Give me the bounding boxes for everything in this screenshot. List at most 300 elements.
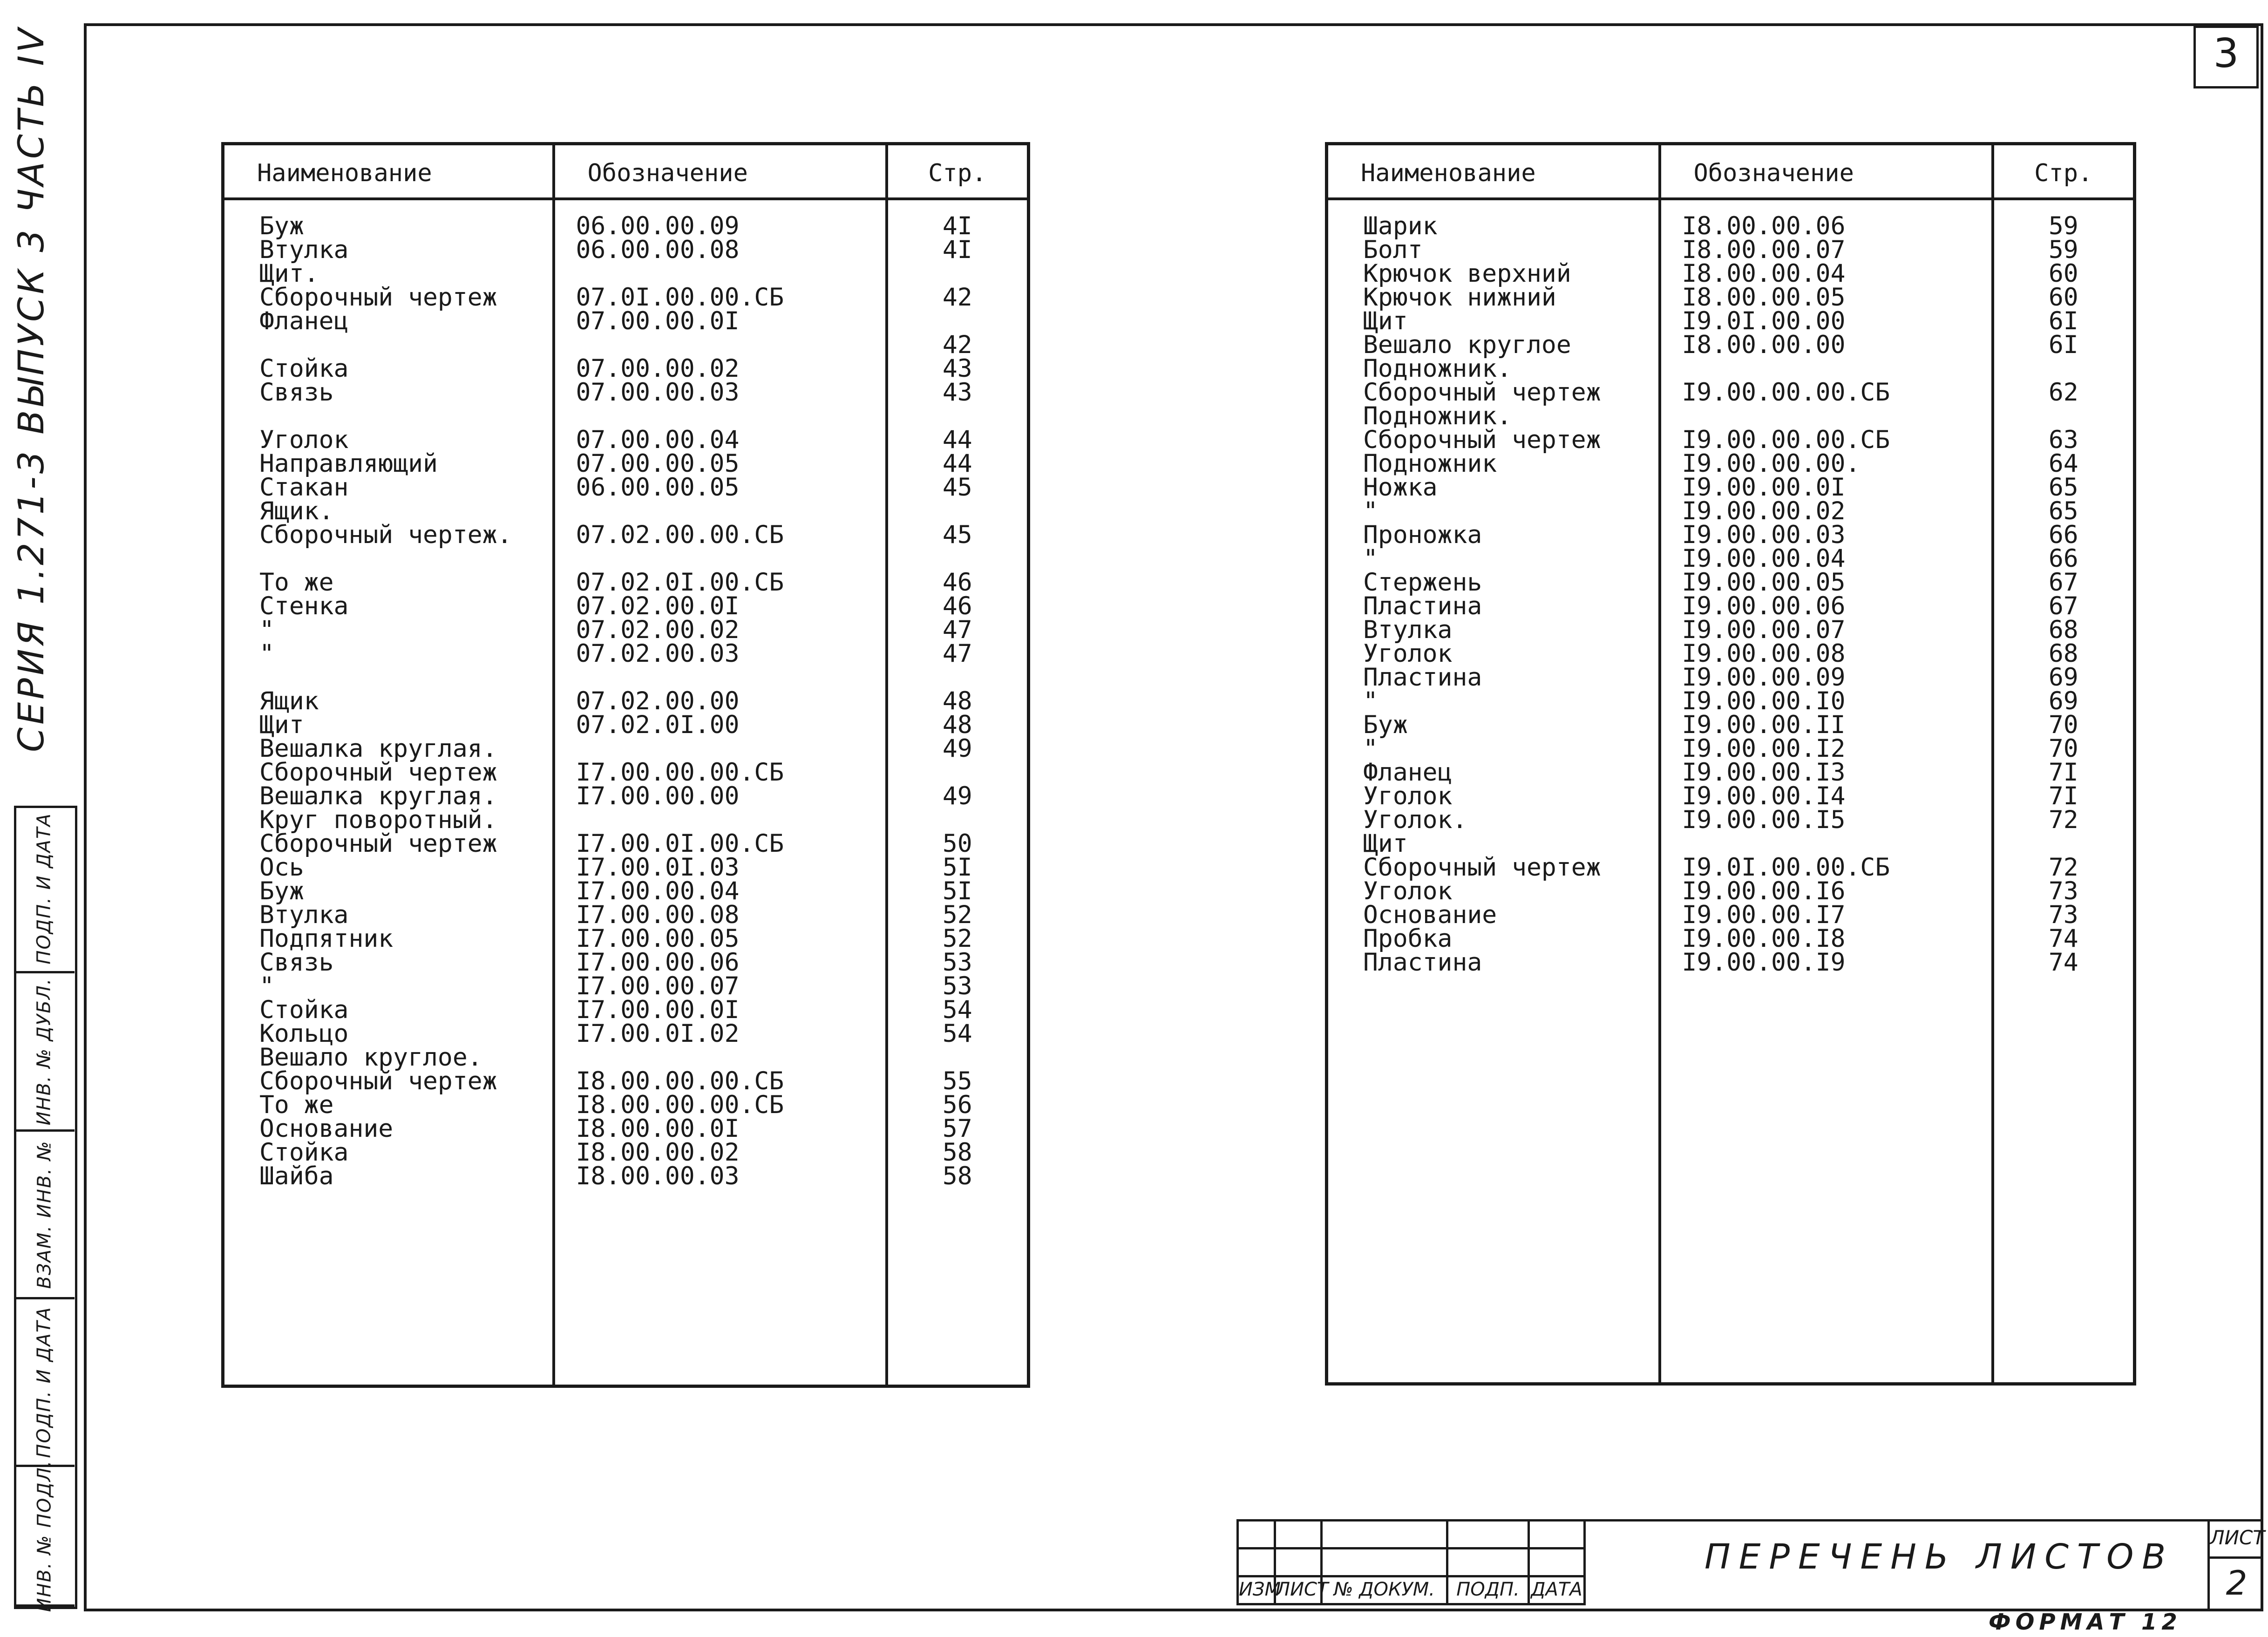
column-header-name: Наименование	[1327, 144, 1660, 199]
table-row	[1327, 784, 2135, 808]
table-row	[1327, 452, 2135, 475]
item-page: 5I	[942, 876, 972, 905]
table-row	[223, 594, 1029, 618]
table-row	[1327, 903, 2135, 927]
item-designation	[554, 404, 887, 428]
item-designation: I9.00.00.00.	[1660, 452, 1993, 475]
item-page: 49	[942, 781, 972, 810]
item-page: 42	[942, 330, 972, 359]
empty-cell	[887, 1188, 1029, 1386]
item-name: Связь	[223, 951, 554, 974]
table-row	[223, 879, 1029, 903]
item-page	[887, 262, 1029, 285]
item-designation: I7.00.00.08	[554, 903, 887, 927]
side-label-podp-data-1: ПОДП. И ДАТА	[14, 1299, 75, 1467]
table-row	[223, 1022, 1029, 1046]
item-name: Шарик	[1327, 199, 1660, 238]
item-page: 58	[942, 1138, 972, 1167]
item-designation: 06.00.00.05	[554, 475, 887, 499]
table-row	[1327, 856, 2135, 879]
series-stamp: СЕРИЯ 1.271-3 ВЫПУСК 3 ЧАСТЬ IV	[10, 25, 52, 752]
item-designation: I7.00.00.0I	[554, 998, 887, 1022]
item-designation: 07.00.00.03	[554, 380, 887, 404]
item-name	[223, 404, 554, 428]
title-block-top-line	[1583, 1519, 2263, 1522]
item-designation: I9.00.00.00.СБ	[1660, 428, 1993, 452]
item-name: "	[1327, 689, 1660, 713]
item-page: 74	[2048, 948, 2078, 977]
item-name: Вешало круглое.	[223, 1046, 554, 1069]
table-row	[223, 713, 1029, 737]
item-designation: I7.00.00.05	[554, 927, 887, 951]
item-designation: I8.00.00.00	[1660, 333, 1993, 357]
sheet-label: ЛИСТ	[2210, 1519, 2263, 1559]
item-designation: I8.00.00.03	[554, 1164, 887, 1188]
item-designation: I8.00.00.00.СБ	[554, 1093, 887, 1117]
item-page: 67	[2048, 591, 2078, 620]
table-row	[223, 1069, 1029, 1093]
item-page: 47	[942, 639, 972, 668]
table-row	[1327, 927, 2135, 951]
item-page: 6I	[2048, 306, 2078, 335]
item-name: Пластина	[1327, 951, 1660, 974]
item-name: Пластина	[1327, 666, 1660, 689]
item-page	[887, 309, 1029, 333]
item-designation: I7.00.00.04	[554, 879, 887, 903]
item-designation: I8.00.00.02	[554, 1141, 887, 1164]
table-row	[1327, 547, 2135, 571]
item-name: Подножник.	[1327, 404, 1660, 428]
item-designation: I9.00.00.I0	[1660, 689, 1993, 713]
table-row	[223, 1093, 1029, 1117]
item-designation: I9.00.00.00.СБ	[1660, 380, 1993, 404]
item-name: Крючок верхний	[1327, 262, 1660, 285]
item-name: Подножник.	[1327, 357, 1660, 380]
empty-cell	[1993, 974, 2135, 1384]
table-row	[223, 689, 1029, 713]
item-designation: I7.00.0I.00.СБ	[554, 832, 887, 856]
item-designation	[554, 499, 887, 523]
item-designation: I9.00.00.03	[1660, 523, 1993, 547]
side-label-vzam-inv: ВЗАМ. ИНВ. №	[14, 1132, 75, 1299]
table-row	[1327, 571, 2135, 594]
item-name: Сборочный чертеж	[223, 761, 554, 784]
item-page: 48	[942, 686, 972, 715]
item-name: Стенка	[223, 594, 554, 618]
column-header-name: Наименование	[223, 144, 554, 199]
item-designation: I7.00.0I.03	[554, 856, 887, 879]
item-page: 67	[2048, 568, 2078, 597]
table-row	[223, 428, 1029, 452]
item-name: Щит	[223, 713, 554, 737]
item-designation: I9.0I.00.00.СБ	[1660, 856, 1993, 879]
item-page: 57	[942, 1114, 972, 1143]
item-designation: 07.00.00.0I	[554, 309, 887, 333]
item-designation: I9.00.00.06	[1660, 594, 1993, 618]
item-page: 54	[942, 995, 972, 1024]
item-name: Болт	[1327, 238, 1660, 262]
table-row	[223, 499, 1029, 523]
item-designation: I9.0I.00.00	[1660, 309, 1993, 333]
item-name: Фланец	[1327, 761, 1660, 784]
table-row	[223, 832, 1029, 856]
table-row	[1327, 832, 2135, 856]
side-label-podp-data-2: ПОДП. И ДАТА	[14, 806, 75, 973]
item-designation	[554, 333, 887, 357]
column-header-page: Стр.	[1993, 144, 2135, 199]
item-name: Щит.	[223, 262, 554, 285]
item-page: 49	[942, 734, 972, 763]
item-designation: I8.00.00.04	[1660, 262, 1993, 285]
item-name: Направляющий	[223, 452, 554, 475]
table-row	[1327, 951, 2135, 974]
side-label-inv-podl: ИНВ. № ПОДЛ.	[14, 1467, 75, 1607]
item-designation	[1660, 404, 1993, 428]
item-page	[887, 404, 1029, 428]
item-name: Ящик	[223, 689, 554, 713]
table-row	[223, 856, 1029, 879]
table-row	[223, 927, 1029, 951]
item-designation: I9.00.00.02	[1660, 499, 1993, 523]
item-designation	[554, 737, 887, 761]
item-name: Проножка	[1327, 523, 1660, 547]
item-name: Уголок	[1327, 642, 1660, 666]
item-name: Сборочный чертеж	[223, 1069, 554, 1093]
table-row	[223, 452, 1029, 475]
item-page: 59	[2048, 211, 2078, 240]
item-page: 62	[2048, 378, 2078, 407]
item-designation: 06.00.00.08	[554, 238, 887, 262]
table-row	[1327, 309, 2135, 333]
item-designation: I8.00.00.05	[1660, 285, 1993, 309]
item-page: 50	[942, 829, 972, 858]
item-name: Сборочный чертеж	[1327, 428, 1660, 452]
item-designation: I7.00.00.06	[554, 951, 887, 974]
item-designation: I9.00.00.I4	[1660, 784, 1993, 808]
item-name: Щит	[1327, 309, 1660, 333]
table-row	[223, 404, 1029, 428]
item-page: 65	[2048, 473, 2078, 502]
item-page: 45	[942, 473, 972, 502]
item-page: 43	[942, 378, 972, 407]
empty-cell	[223, 1188, 554, 1386]
item-name: Пластина	[1327, 594, 1660, 618]
side-stamp-labels	[14, 806, 75, 1612]
item-name: "	[223, 974, 554, 998]
table-row	[1327, 404, 2135, 428]
item-page: 60	[2048, 283, 2078, 312]
empty-cell	[554, 1188, 887, 1386]
item-page	[887, 1046, 1029, 1069]
table-row	[1327, 808, 2135, 832]
item-name: Кольцо	[223, 1022, 554, 1046]
table-row	[1327, 238, 2135, 262]
item-designation: I9.00.00.07	[1660, 618, 1993, 642]
table-row	[1327, 499, 2135, 523]
col-doc-number: № ДОКУМ.	[1323, 1577, 1448, 1605]
item-name: Буж	[1327, 713, 1660, 737]
table-row	[223, 571, 1029, 594]
item-designation	[554, 666, 887, 689]
item-page: 7I	[2048, 781, 2078, 810]
table-row	[223, 998, 1029, 1022]
table-row	[223, 547, 1029, 571]
item-designation: 07.02.00.02	[554, 618, 887, 642]
item-name: Шайба	[223, 1164, 554, 1188]
item-name	[223, 333, 554, 357]
table-row	[1327, 594, 2135, 618]
item-page	[1993, 404, 2135, 428]
item-page: 42	[942, 283, 972, 312]
item-page: 54	[942, 1019, 972, 1048]
table-row	[223, 285, 1029, 309]
item-page: 74	[2048, 924, 2078, 953]
table-row	[223, 333, 1029, 357]
format-label: ФОРМАТ 12	[1989, 1609, 2182, 1635]
item-name: "	[223, 618, 554, 642]
item-page: 52	[942, 924, 972, 953]
table-row	[223, 1117, 1029, 1141]
table-row	[1327, 262, 2135, 285]
col-signature: ПОДП.	[1448, 1577, 1530, 1605]
item-designation: 07.02.00.03	[554, 642, 887, 666]
table-row	[1327, 475, 2135, 499]
item-name: "	[1327, 499, 1660, 523]
col-date: ДАТА	[1530, 1577, 1586, 1605]
item-name: Фланец	[223, 309, 554, 333]
item-designation: 07.00.00.05	[554, 452, 887, 475]
table-row	[1327, 666, 2135, 689]
item-designation: 07.02.00.00	[554, 689, 887, 713]
item-page: 73	[2048, 900, 2078, 929]
item-designation: 07.02.0I.00	[554, 713, 887, 737]
item-name: Вешалка круглая.	[223, 737, 554, 761]
item-page: 68	[2048, 639, 2078, 668]
item-page: 6I	[2048, 330, 2078, 359]
item-page: 64	[2048, 449, 2078, 478]
table-row	[223, 309, 1029, 333]
item-name: "	[1327, 737, 1660, 761]
sheet-list-table-left	[221, 142, 1030, 1388]
item-page	[887, 499, 1029, 523]
item-name: Крючок нижний	[1327, 285, 1660, 309]
item-name: Втулка	[1327, 618, 1660, 642]
item-name: Сборочный чертеж	[223, 285, 554, 309]
item-name: Сборочный чертеж.	[223, 523, 554, 547]
item-name: Подпятник	[223, 927, 554, 951]
item-page: 52	[942, 900, 972, 929]
empty-cell	[1327, 974, 1660, 1384]
title-block-revisions	[1236, 1519, 1600, 1605]
sheet-number: 2	[2226, 1563, 2248, 1603]
item-page: 53	[942, 971, 972, 1000]
sheet-number-box	[2207, 1519, 2263, 1610]
table-row	[223, 523, 1029, 547]
table-row	[223, 238, 1029, 262]
table-row	[223, 1046, 1029, 1069]
table-row	[1327, 618, 2135, 642]
item-designation: I9.00.00.I7	[1660, 903, 1993, 927]
item-designation: I9.00.00.I2	[1660, 737, 1993, 761]
item-page: 58	[942, 1162, 972, 1190]
item-page	[1993, 832, 2135, 856]
item-page: 73	[2048, 876, 2078, 905]
item-designation	[1660, 357, 1993, 380]
item-page: 45	[942, 520, 972, 549]
item-designation: I7.00.00.00.СБ	[554, 761, 887, 784]
item-designation: 06.00.00.09	[554, 199, 887, 238]
table-row	[223, 642, 1029, 666]
item-name: Буж	[223, 199, 554, 238]
item-page: 47	[942, 615, 972, 644]
item-designation: I8.00.00.00.СБ	[554, 1069, 887, 1093]
item-page: 46	[942, 568, 972, 597]
item-name: Стойка	[223, 357, 554, 380]
item-page: 68	[2048, 615, 2078, 644]
item-designation	[1660, 832, 1993, 856]
table-row	[1327, 428, 2135, 452]
item-page: 66	[2048, 520, 2078, 549]
page-number-box	[2193, 26, 2259, 88]
item-name: Стойка	[223, 1141, 554, 1164]
item-designation: I9.00.00.I8	[1660, 927, 1993, 951]
item-designation: I9.00.00.I5	[1660, 808, 1993, 832]
table-row	[223, 380, 1029, 404]
item-designation	[554, 262, 887, 285]
item-page: 46	[942, 591, 972, 620]
page-number: 3	[2213, 30, 2239, 77]
item-designation: 07.00.00.02	[554, 357, 887, 380]
item-page: 48	[942, 710, 972, 739]
item-name: Ящик.	[223, 499, 554, 523]
item-page: 70	[2048, 734, 2078, 763]
item-designation: 07.02.00.0I	[554, 594, 887, 618]
item-name: Стойка	[223, 998, 554, 1022]
item-name: Вешало круглое	[1327, 333, 1660, 357]
table-row	[223, 199, 1029, 238]
item-designation: I9.00.00.08	[1660, 642, 1993, 666]
item-page: 4I	[942, 211, 972, 240]
table-row	[223, 808, 1029, 832]
item-designation	[554, 1046, 887, 1069]
item-designation: 07.00.00.04	[554, 428, 887, 452]
item-page: 70	[2048, 710, 2078, 739]
item-name: То же	[223, 571, 554, 594]
column-header-designation: Обозначение	[1660, 144, 1993, 199]
table-row	[1327, 357, 2135, 380]
item-page: 60	[2048, 259, 2078, 288]
item-name: То же	[223, 1093, 554, 1117]
item-designation	[554, 808, 887, 832]
item-page: 66	[2048, 544, 2078, 573]
item-page: 65	[2048, 496, 2078, 525]
item-designation	[554, 547, 887, 571]
table-row	[1327, 737, 2135, 761]
item-name: Уголок.	[1327, 808, 1660, 832]
item-name: Буж	[223, 879, 554, 903]
item-designation: I7.00.00.00	[554, 784, 887, 808]
table-row	[223, 737, 1029, 761]
item-page: 69	[2048, 686, 2078, 715]
item-name: Вешалка круглая.	[223, 784, 554, 808]
item-page: 44	[942, 425, 972, 454]
item-designation: I7.00.00.07	[554, 974, 887, 998]
item-name: Сборочный чертеж	[1327, 380, 1660, 404]
item-designation: I9.00.00.09	[1660, 666, 1993, 689]
item-name: Подножник	[1327, 452, 1660, 475]
table-row	[223, 475, 1029, 499]
item-page: 72	[2048, 853, 2078, 882]
table-row	[223, 784, 1029, 808]
item-designation: I9.00.00.04	[1660, 547, 1993, 571]
item-designation: 07.02.0I.00.СБ	[554, 571, 887, 594]
table-row	[223, 951, 1029, 974]
item-designation: I9.00.00.I3	[1660, 761, 1993, 784]
table-row	[1327, 713, 2135, 737]
item-page: 4I	[942, 235, 972, 264]
item-designation: 07.02.00.00.СБ	[554, 523, 887, 547]
item-designation: 07.0I.00.00.СБ	[554, 285, 887, 309]
table-row	[1327, 285, 2135, 309]
item-designation: I8.00.00.06	[1660, 199, 1993, 238]
table-row	[223, 903, 1029, 927]
column-header-page: Стр.	[887, 144, 1029, 199]
item-name: Сборочный чертеж	[1327, 856, 1660, 879]
item-page	[1993, 357, 2135, 380]
table-row	[1327, 761, 2135, 784]
table-filler-row	[223, 1188, 1029, 1386]
table-row	[1327, 333, 2135, 357]
item-name: Ось	[223, 856, 554, 879]
item-page	[887, 666, 1029, 689]
item-page: 7I	[2048, 758, 2078, 787]
item-designation: I7.00.0I.02	[554, 1022, 887, 1046]
item-name: Стержень	[1327, 571, 1660, 594]
item-designation: I9.00.00.I9	[1660, 951, 1993, 974]
table-row	[223, 618, 1029, 642]
side-label-inv-dubl: ИНВ. № ДУБЛ.	[14, 973, 75, 1132]
table-row	[1327, 380, 2135, 404]
item-designation: I9.00.00.II	[1660, 713, 1993, 737]
item-name: Щит	[1327, 832, 1660, 856]
table-row	[223, 1164, 1029, 1188]
item-page: 56	[942, 1090, 972, 1119]
item-name: Основание	[223, 1117, 554, 1141]
item-page: 53	[942, 948, 972, 977]
item-page: 5I	[942, 853, 972, 882]
item-name: Уголок	[1327, 784, 1660, 808]
item-page: 63	[2048, 425, 2078, 454]
item-name	[223, 666, 554, 689]
item-name: Уголок	[1327, 879, 1660, 903]
table-row	[223, 357, 1029, 380]
table-row	[223, 1141, 1029, 1164]
item-name: Круг поворотный.	[223, 808, 554, 832]
item-name: Втулка	[223, 903, 554, 927]
item-page: 69	[2048, 663, 2078, 692]
item-name: Сборочный чертеж	[223, 832, 554, 856]
item-name: Втулка	[223, 238, 554, 262]
sheet-list-table-right	[1325, 142, 2136, 1386]
item-name: Ножка	[1327, 475, 1660, 499]
item-page: 59	[2048, 235, 2078, 264]
column-header-designation: Обозначение	[554, 144, 887, 199]
item-name: Пробка	[1327, 927, 1660, 951]
table-row	[223, 761, 1029, 784]
table-row	[223, 262, 1029, 285]
item-name: Связь	[223, 380, 554, 404]
item-designation: I9.00.00.05	[1660, 571, 1993, 594]
